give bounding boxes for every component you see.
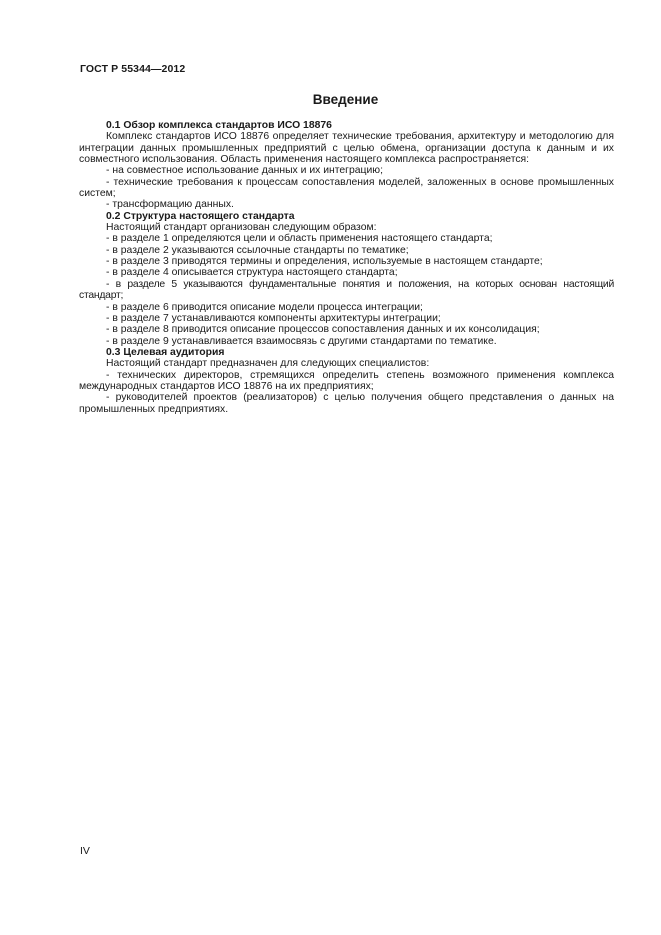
section-heading-0-1: 0.1 Обзор комплекса стандартов ИСО 18876	[106, 120, 332, 131]
page-title: Введение	[312, 92, 379, 107]
paragraph: Комплекс стандартов ИСО 18876 определяет технические требования, архитектуру и методологию для интеграции данных промышленных предприятий с целью обмена, организации доступа к данным и их совместного использования. Область применения настоящего комплекса распространяется:	[79, 131, 614, 166]
list-item: - в разделе 5 указываются фундаментальные понятия и положения, на которых основан настоящий стандарт;	[79, 278, 614, 302]
section-heading-0-3: 0.3 Целевая аудитория	[106, 346, 225, 358]
paragraph: Настоящий стандарт организован следующим образом:	[106, 222, 377, 234]
page-number: IV	[80, 845, 90, 857]
list-item: - в разделе 3 приводятся термины и определения, используемые в настоящем стандарте;	[106, 256, 543, 268]
list-item: - в разделе 7 устанавливаются компоненты архитектуры интеграции;	[106, 312, 441, 324]
list-item: - в разделе 1 определяются цели и область применения настоящего стандарта;	[106, 233, 493, 245]
document-id: ГОСТ Р 55344—2012	[80, 63, 186, 75]
list-item: - в разделе 8 приводится описание процессов сопоставления данных и их консолидация;	[106, 324, 540, 336]
document-body	[79, 120, 614, 415]
section-heading-0-2: 0.2 Структура настоящего стандарта	[106, 210, 295, 222]
list-item: - технические требования к процессам сопоставления моделей, заложенных в основе промышленных систем;	[79, 176, 614, 200]
list-item: - трансформацию данных.	[106, 199, 234, 211]
list-item: - в разделе 2 указываются ссылочные стандарты по тематике;	[106, 244, 409, 256]
list-item: - технических директоров, стремящихся определить степень возможного применения комплекса международных стандартов ИСО 18876 на их предприятиях;	[79, 369, 614, 392]
list-item: - на совместное использование данных и их интеграцию;	[106, 165, 383, 177]
list-item: - руководителей проектов (реализаторов) с целью получения общего представления о данных на промышленных предприятиях.	[79, 392, 614, 415]
list-item: - в разделе 4 описывается структура настоящего стандарта;	[106, 267, 398, 279]
list-item: - в разделе 9 устанавливается взаимосвязь с другими стандартами по тематике.	[106, 335, 497, 347]
list-item: - в разделе 6 приводится описание модели процесса интеграции;	[106, 301, 423, 313]
paragraph: Настоящий стандарт предназначен для следующих специалистов:	[106, 358, 430, 370]
